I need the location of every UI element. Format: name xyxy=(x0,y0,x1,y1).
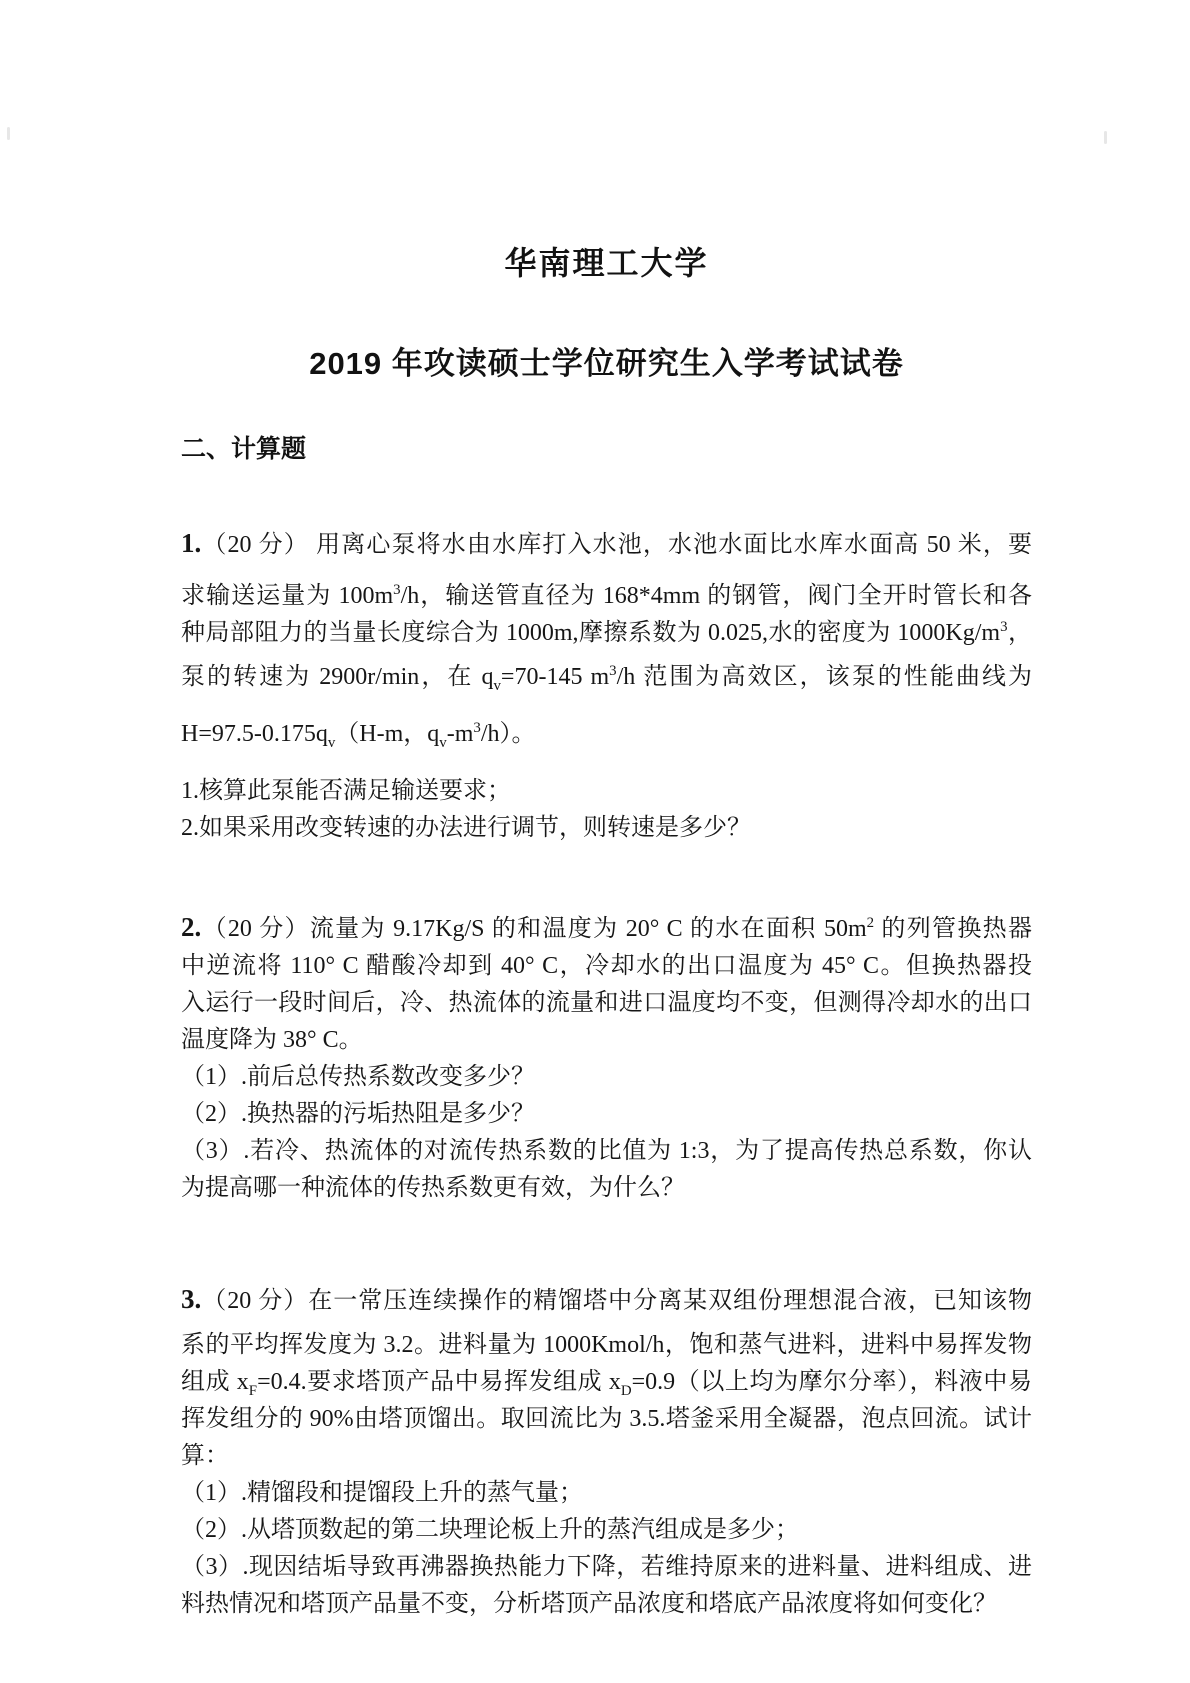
problem-1 xyxy=(181,525,1032,847)
subquestion-line: （1）.精馏段和提馏段上升的蒸气量； xyxy=(181,1480,583,1506)
text-line: 系的平均挥发度为 3.2。进料量为 1000Kmol/h，饱和蒸气进料，进料中易挥发物 xyxy=(181,1332,1032,1358)
subquestion-line: 1.核算此泵能否满足输送要求； xyxy=(181,778,511,804)
subquestion-line: 为提高哪一种流体的传热系数更有效，为什么？ xyxy=(181,1175,685,1201)
subquestion-line: （1）.前后总传热系数改变多少？ xyxy=(181,1064,535,1090)
page-title: 华南理工大学 xyxy=(504,245,709,281)
formula-line: $H=97.5-0.175q_v(H-m$，$q_v-m^3/h$）。 xyxy=(181,720,536,751)
subquestion-line: 2.如果采用改变转速的办法进行调节，则转速是多少？ xyxy=(181,815,751,841)
subquestion-line: 料热情况和塔顶产品量不变，分析塔顶产品浓度和塔底产品浓度将如何变化？ xyxy=(181,1591,997,1617)
scan-artifact xyxy=(1104,131,1107,144)
problem-3 xyxy=(181,1281,1032,1623)
text-line: 2.（20 分）流量为 9.17Kg/S 的和温度为 20° C 的水在面积 $50m^2$ 的列管换热器 xyxy=(181,912,1032,942)
text-line: 入运行一段时间后，冷、热流体的流量和进口温度均不变，但测得冷却水的出口 xyxy=(181,990,1032,1016)
text-line: 1.（20 分） 用离心泵将水由水库打入水池，水池水面比水库水面高 50 米，要 xyxy=(181,528,1032,558)
page-subtitle: 2019 年攻读硕士学位研究生入学考试试卷 xyxy=(309,346,904,381)
text-line: 挥发组分的 90%由塔顶馏出。取回流比为 3.5.塔釜采用全凝器，泡点回流。试计 xyxy=(181,1406,1032,1432)
text-line: 种局部阻力的当量长度综合为 1000m,摩擦系数为 0.025,水的密度为 $1000Kg/m^3$， xyxy=(181,619,1032,646)
problem-2 xyxy=(181,909,1032,1207)
text-line: 3.（20 分）在一常压连续操作的精馏塔中分离某双组份理想混合液，已知该物 xyxy=(181,1284,1032,1314)
text-line: 泵的转速为 2900r/min，在 $q_v=70-145$ $m^3/h$ 范围为高效区，该泵的性能曲线为 xyxy=(181,663,1032,694)
text-line: 算： xyxy=(181,1443,229,1469)
subquestion-line: （3）.若冷、热流体的对流传热系数的比值为 1:3，为了提高传热总系数，你认 xyxy=(181,1138,1032,1164)
text-line: 求输送运量为 $100m^3/h$，输送管直径为 168*4mm 的钢管，阀门全开时管长和各 xyxy=(181,582,1032,609)
scan-artifact xyxy=(7,127,10,140)
text-line: 温度降为 38° C。 xyxy=(181,1027,363,1053)
text-line: 中逆流将 110° C 醋酸冷却到 40° C，冷却水的出口温度为 45° C。但换热器投 xyxy=(181,953,1032,979)
subquestion-line: （2）.换热器的污垢热阻是多少？ xyxy=(181,1101,535,1127)
section-heading: 二、计算题 xyxy=(181,435,307,463)
text-line: 组成 $x_F=0.4$.要求塔顶产品中易挥发组成 $x_D=0.9$（以上均为摩尔分率），料液中易 xyxy=(181,1369,1032,1399)
subquestion-line: （3）.现因结垢导致再沸器换热能力下降，若维持原来的进料量、进料组成、进 xyxy=(181,1554,1032,1580)
subquestion-line: （2）.从塔顶数起的第二块理论板上升的蒸汽组成是多少； xyxy=(181,1517,799,1543)
